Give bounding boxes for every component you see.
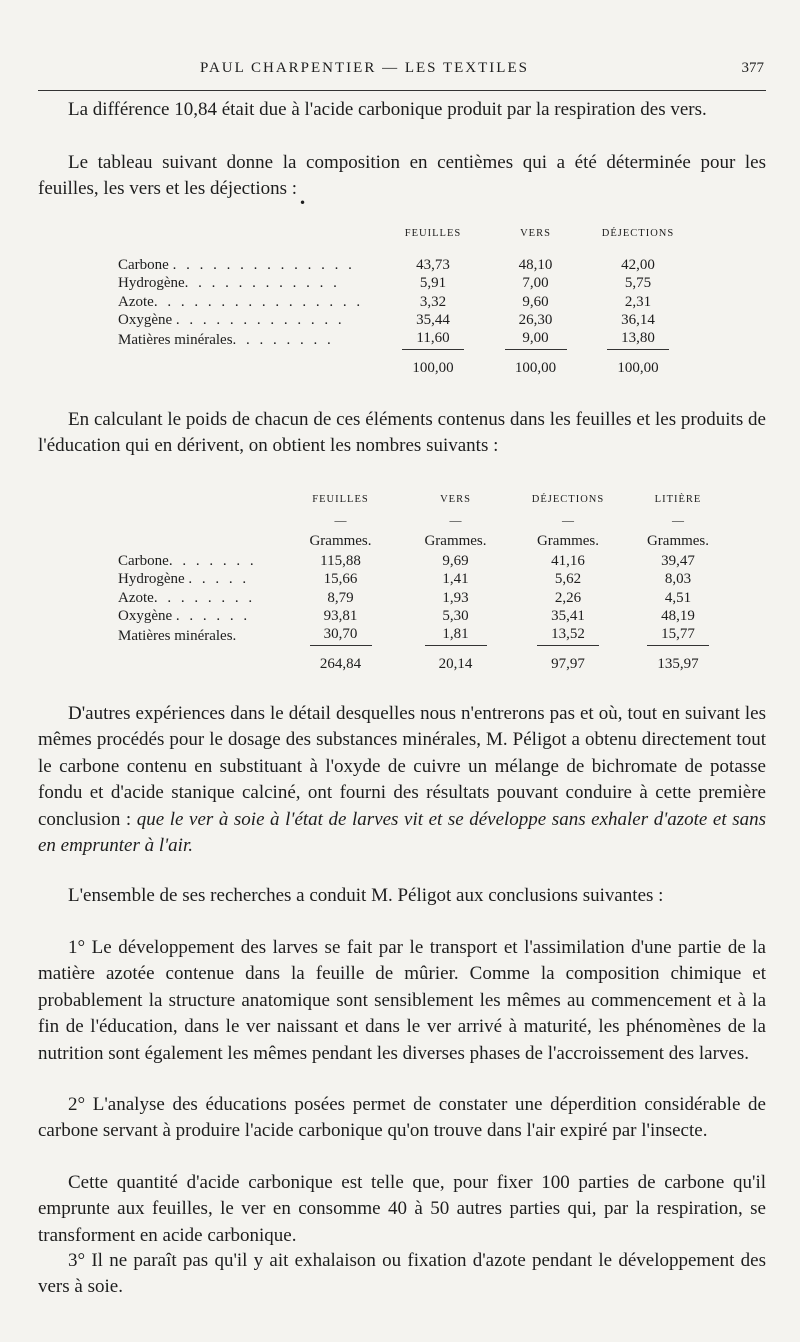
table-header-row <box>118 488 728 510</box>
table-cell: 39,47 <box>661 552 695 569</box>
dot-leader: . . . . . . . . <box>232 331 334 348</box>
table-cell: 13,80 <box>607 330 669 350</box>
dash: — <box>449 512 462 527</box>
table-cell: 4,51 <box>664 589 692 606</box>
table-cell: 5,75 <box>624 275 652 292</box>
row-label: Oxygène <box>118 312 173 329</box>
paragraph-conclusion-1: 1° Le développement des larves se fait par le transport et l'assimilation d'une partie de la matière azotée contenue dans la feuille de mûrier. Comme la composition chimique et probablement la structure anatomique sont sensiblement les mêmes au commencement et à la fin de l'éducation, dans le ver naissant et dans le ver arrivé à maturité, les phénomènes de la nutrition sont également les mêmes pendant les diverses phases de l'accroissement des larves. <box>38 937 766 1064</box>
row-label: Oxygène <box>118 608 173 625</box>
total-row <box>118 350 688 382</box>
total-cell: 100,00 <box>412 359 454 376</box>
column-header: LITIÈRE <box>654 493 702 505</box>
table-cell: 26,30 <box>518 312 553 329</box>
row-label: Carbone <box>118 256 169 273</box>
table-cell: 35,44 <box>416 312 450 329</box>
dash: — <box>562 512 574 527</box>
dot-leader: . . . . . <box>188 571 250 588</box>
table-cell: 9,60 <box>522 293 549 310</box>
table-cell: 2,26 <box>554 589 582 606</box>
unit-row <box>118 530 728 552</box>
paragraph-conclusions-intro: L'ensemble de ses recherches a conduit M. Péligot aux conclusions suivantes : <box>68 885 664 906</box>
table-cell: 15,77 <box>647 626 709 646</box>
table-row <box>118 571 728 590</box>
table-row <box>118 626 728 646</box>
total-cell: 264,84 <box>319 655 362 672</box>
paragraph-difference: La différence 10,84 était due à l'acide carbonique produit par la respiration des vers. <box>68 99 707 120</box>
page-number: 377 <box>741 60 764 76</box>
column-header: VERS <box>520 227 551 239</box>
dash-row <box>118 510 728 530</box>
table-cell: 93,81 <box>323 608 358 625</box>
table-cell: 30,70 <box>310 626 372 646</box>
table-cell: 36,14 <box>621 312 655 329</box>
table-cell: 5,30 <box>442 608 469 625</box>
paragraph-table-intro: Le tableau suivant donne la composition en centièmes qui a été déterminée pour les feuilles, les vers et les déjections : <box>38 152 766 200</box>
table-row <box>118 293 688 312</box>
total-cell: 20,14 <box>438 655 473 672</box>
table-row <box>118 589 728 608</box>
paragraph-conclusion-3: 3° Il ne paraît pas qu'il y ait exhalaison ou fixation d'azote pendant le développement des vers à soie. <box>38 1250 766 1298</box>
paragraph-carbon-quantity: Cette quantité d'acide carbonique est telle que, pour fixer 100 parties de carbone qu'il emprunte aux feuilles, le ver en consomme 40 à 50 autres parties qui, par la respiration, se transforment en acide carbonique. <box>38 1172 766 1246</box>
paragraph-weights-intro: En calculant le poids de chacun de ces éléments contenus dans les feuilles et les produits de l'éducation qui en dérivent, on obtient les nombres suivants : <box>38 409 766 457</box>
dot-leader: . . . . . . . . . . . . . <box>175 312 345 329</box>
column-header: FEUILLES <box>404 227 462 239</box>
header-rule <box>38 90 766 91</box>
table-cell: 42,00 <box>621 256 655 273</box>
unit-label: Grammes. <box>309 532 372 549</box>
table-cell: 5,91 <box>419 275 447 292</box>
column-header: FEUILLES <box>312 493 369 505</box>
table-cell: 3,32 <box>419 293 447 310</box>
column-header: DÉJECTIONS <box>601 227 675 239</box>
dot-leader: . . . . . . . . . . . . . . <box>172 256 355 273</box>
conclusion-italic: que le ver à soie à l'état de larves vit et se développe sans exhaler d'azote et sans en emprunter à l'air. <box>38 808 766 857</box>
table-row <box>118 256 688 275</box>
table-row <box>118 552 728 571</box>
dash: — <box>334 512 347 527</box>
row-label: Hydrogène <box>118 275 185 292</box>
weights-table <box>118 488 728 678</box>
table-header-row <box>118 222 688 244</box>
table-cell: 7,00 <box>522 275 549 292</box>
total-cell: 97,97 <box>551 655 585 672</box>
total-cell: 100,00 <box>514 359 557 376</box>
row-label: Azote <box>118 589 154 606</box>
dot-leader: . . . . . . . . . . . . . . . . <box>153 293 364 310</box>
column-header: DÉJECTIONS <box>531 493 605 505</box>
running-header <box>38 60 766 82</box>
table-cell: 11,60 <box>402 330 464 350</box>
unit-label: Grammes. <box>536 532 600 549</box>
total-cell: 135,97 <box>657 655 699 672</box>
dash: — <box>672 512 684 527</box>
composition-table <box>118 222 688 382</box>
table-cell: 1,81 <box>425 626 487 646</box>
table-cell: 15,66 <box>323 571 358 588</box>
table-cell: 2,31 <box>624 293 652 310</box>
table-cell: 1,93 <box>442 589 469 606</box>
table-cell: 8,79 <box>327 589 354 606</box>
dot-leader: . . . . . . . . <box>153 589 256 606</box>
row-label: Azote <box>118 293 154 310</box>
row-label: Carbone <box>118 552 169 569</box>
table-cell: 48,19 <box>661 608 695 625</box>
paragraph-experiments-text: D'autres expériences dans le détail desquelles nous n'entrerons pas et où, tout en suivant les mêmes procédés pour le dosage des substances minérales, M. Péligot a obtenu directement tout le carbone contenu en substituant à l'oxyde de cuivre un mélange de bichromate de potasse fondu et d'acide stanique calciné, ont fourni des résultats pouvant conduire à cette première conclusion : <box>38 703 766 830</box>
dot-leader: . . . . . . . <box>168 552 257 569</box>
table-cell: 9,69 <box>442 552 469 569</box>
running-title: PAUL CHARPENTIER — LES TEXTILES <box>200 60 529 76</box>
table-row <box>118 275 688 294</box>
table-cell: 48,10 <box>518 256 553 273</box>
table-cell: 43,73 <box>416 256 450 273</box>
table-row <box>118 312 688 331</box>
dot-leader: . <box>232 627 240 644</box>
table-cell: 8,03 <box>664 571 692 588</box>
paragraph-experiments <box>38 701 766 859</box>
table-row <box>118 330 688 350</box>
row-label: Hydrogène <box>118 571 185 588</box>
dot-leader: . . . . . . . . . . . . <box>184 275 340 292</box>
dot-leader: . . . . . . <box>175 608 251 625</box>
table-cell: 35,41 <box>551 608 585 625</box>
table-cell: 41,16 <box>551 552 585 569</box>
row-label: Matières minérales <box>118 627 233 644</box>
unit-label: Grammes. <box>646 532 710 549</box>
row-label: Matières minérales <box>118 331 233 348</box>
table-cell: 5,62 <box>554 571 582 588</box>
column-header: VERS <box>440 493 471 505</box>
table-row <box>118 608 728 627</box>
table-cell: 9,00 <box>505 330 567 350</box>
total-row <box>118 646 728 678</box>
paragraph-conclusion-2: 2° L'analyse des éducations posées permet de constater une déperdition considérable de carbone servant à produire l'acide carbonique qu'on trouve dans l'air expiré par l'insecte. <box>38 1094 766 1142</box>
table-cell: 13,52 <box>537 626 599 646</box>
unit-label: Grammes. <box>424 532 487 549</box>
stray-mark: • <box>299 196 307 210</box>
total-cell: 100,00 <box>617 359 659 376</box>
table-cell: 1,41 <box>442 571 469 588</box>
table-cell: 115,88 <box>320 552 361 569</box>
